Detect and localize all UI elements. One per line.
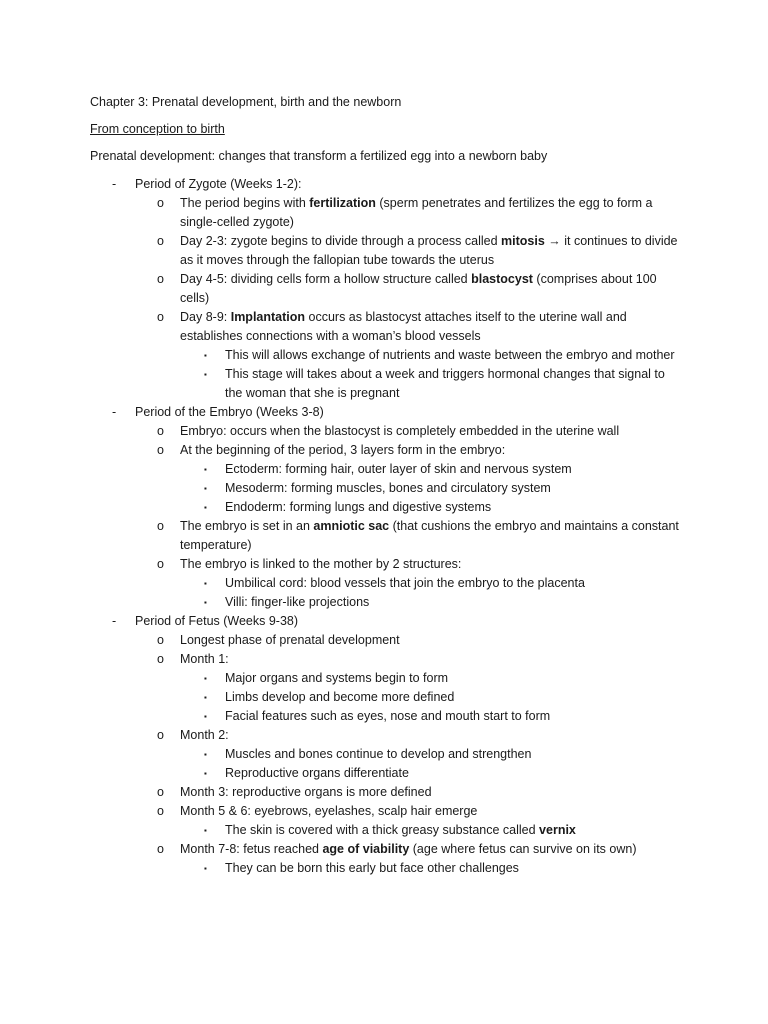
list-item [180,346,680,365]
item-text: Month 2: [180,728,229,742]
month56-subitems [180,821,680,840]
item-text: Day 4-5: dividing cells form a hollow structure called [180,272,472,286]
item-text: Reproductive organs differentiate [225,766,409,780]
period-zygote [90,175,680,403]
square-bullet-marker: ▪ [204,864,207,873]
list-item [180,593,680,612]
key-term: amniotic sac [313,519,390,533]
section-heading: From conception to birth [90,122,225,136]
square-bullet-marker: ▪ [204,826,207,835]
list-item [180,859,680,878]
list-item [180,460,680,479]
list-item [180,574,680,593]
period-heading: Period of Fetus (Weeks 9-38) [135,614,299,628]
item-text: Day 2-3: zygote begins to divide through a process called [180,234,502,248]
list-item [135,840,680,878]
item-text: Embryo: occurs when the blastocyst is completely embedded in the uterine wall [180,424,620,438]
list-item [135,802,680,840]
circle-marker: o [157,728,164,742]
square-bullet-marker: ▪ [204,750,207,759]
square-bullet-marker: ▪ [204,370,207,379]
linking-structures [180,574,680,612]
square-bullet-marker: ▪ [204,598,207,607]
circle-marker: o [157,557,164,571]
dash-marker: - [112,177,117,191]
square-bullet-marker: ▪ [204,351,207,360]
circle-marker: o [157,785,164,799]
item-text: Month 5 & 6: eyebrows, eyelashes, scalp hair emerge [180,804,478,818]
period-fetus [90,612,680,878]
list-item [180,479,680,498]
key-term: blastocyst [471,272,533,286]
item-text: (sperm penetrates and fertilizes the egg to form a single-celled zygote) [180,196,653,229]
square-bullet-marker: ▪ [204,484,207,493]
month78-subitems [180,859,680,878]
month1-subitems [180,669,680,726]
zygote-items [135,194,680,403]
square-bullet-marker: ▪ [204,769,207,778]
item-text: Villi: finger-like projections [225,595,370,609]
fetus-items [135,631,680,878]
circle-marker: o [157,310,164,324]
embryo-items [135,422,680,612]
list-item [135,232,680,270]
item-text: Major organs and systems begin to form [225,671,449,685]
square-bullet-marker: ▪ [204,712,207,721]
item-text: The skin is covered with a thick greasy substance called [225,823,540,837]
square-bullet-marker: ▪ [204,693,207,702]
list-item [180,498,680,517]
periods-list [90,175,680,878]
circle-marker: o [157,804,164,818]
list-item [135,726,680,783]
list-item [135,650,680,726]
chapter-title: Chapter 3: Prenatal development, birth and the newborn [90,95,402,109]
item-text: Month 1: [180,652,229,666]
square-bullet-marker: ▪ [204,465,207,474]
item-text: (that cushions the embryo and maintains a constant temperature) [180,519,679,552]
list-item [135,270,680,308]
circle-marker: o [157,633,164,647]
item-text: (comprises about 100 cells) [180,272,657,305]
period-embryo [90,403,680,612]
circle-marker: o [157,196,164,210]
circle-marker: o [157,652,164,666]
list-item [135,555,680,612]
circle-marker: o [157,272,164,286]
list-item [135,422,680,441]
document-body [90,94,680,878]
circle-marker: o [157,443,164,457]
item-text: Endoderm: forming lungs and digestive systems [225,500,492,514]
list-item [180,745,680,764]
key-term: Implantation [230,310,306,324]
list-item [135,517,680,555]
circle-marker: o [157,842,164,856]
list-item [180,688,680,707]
list-item [135,308,680,403]
key-term: vernix [539,823,576,837]
list-item [180,669,680,688]
item-text: The embryo is linked to the mother by 2 structures: [180,557,462,571]
germ-layers [180,460,680,517]
square-bullet-marker: ▪ [204,579,207,588]
item-text: Longest phase of prenatal development [180,633,400,647]
item-text: This stage will takes about a week and triggers hormonal changes that signal to the woman that she is pregnant [225,367,665,400]
month2-subitems [180,745,680,783]
item-text: Ectoderm: forming hair, outer layer of skin and nervous system [225,462,572,476]
list-item [135,631,680,650]
item-text: The period begins with [180,196,310,210]
item-text: Month 7-8: fetus reached [180,842,323,856]
definition-paragraph: Prenatal development: changes that transform a fertilized egg into a newborn baby [90,149,548,163]
dash-marker: - [112,405,117,419]
circle-marker: o [157,234,164,248]
list-item [180,365,680,403]
item-text: Month 3: reproductive organs is more defined [180,785,432,799]
item-text: Muscles and bones continue to develop and strengthen [225,747,532,761]
circle-marker: o [157,519,164,533]
period-heading: Period of the Embryo (Weeks 3-8) [135,405,324,419]
item-text: → it continues to divide as it moves through the fallopian tube towards the uterus [180,234,678,267]
item-text: They can be born this early but face other challenges [225,861,519,875]
square-bullet-marker: ▪ [204,503,207,512]
item-text: At the beginning of the period, 3 layers form in the embryo: [180,443,506,457]
item-text: Limbs develop and become more defined [225,690,455,704]
list-item [180,707,680,726]
item-text: Facial features such as eyes, nose and mouth start to form [225,709,551,723]
square-bullet-marker: ▪ [204,674,207,683]
list-item [135,441,680,517]
implantation-subitems [180,346,680,403]
item-text: Mesoderm: forming muscles, bones and circulatory system [225,481,551,495]
key-term: age of viability [322,842,410,856]
list-item [135,194,680,232]
key-term: mitosis [501,234,545,248]
list-item [180,764,680,783]
circle-marker: o [157,424,164,438]
list-item [180,821,680,840]
item-text: (age where fetus can survive on its own) [409,842,637,856]
item-text: occurs as blastocyst attaches itself to the uterine wall and establishes connections with a woman’s blood vessels [180,310,627,343]
item-text: Day 8-9: [180,310,231,324]
key-term: fertilization [309,196,376,210]
period-heading: Period of Zygote (Weeks 1-2): [135,177,302,191]
dash-marker: - [112,614,117,628]
item-text: This will allows exchange of nutrients and waste between the embryo and mother [225,348,675,362]
item-text: Umbilical cord: blood vessels that join the embryo to the placenta [225,576,585,590]
item-text: The embryo is set in an [180,519,314,533]
list-item [135,783,680,802]
